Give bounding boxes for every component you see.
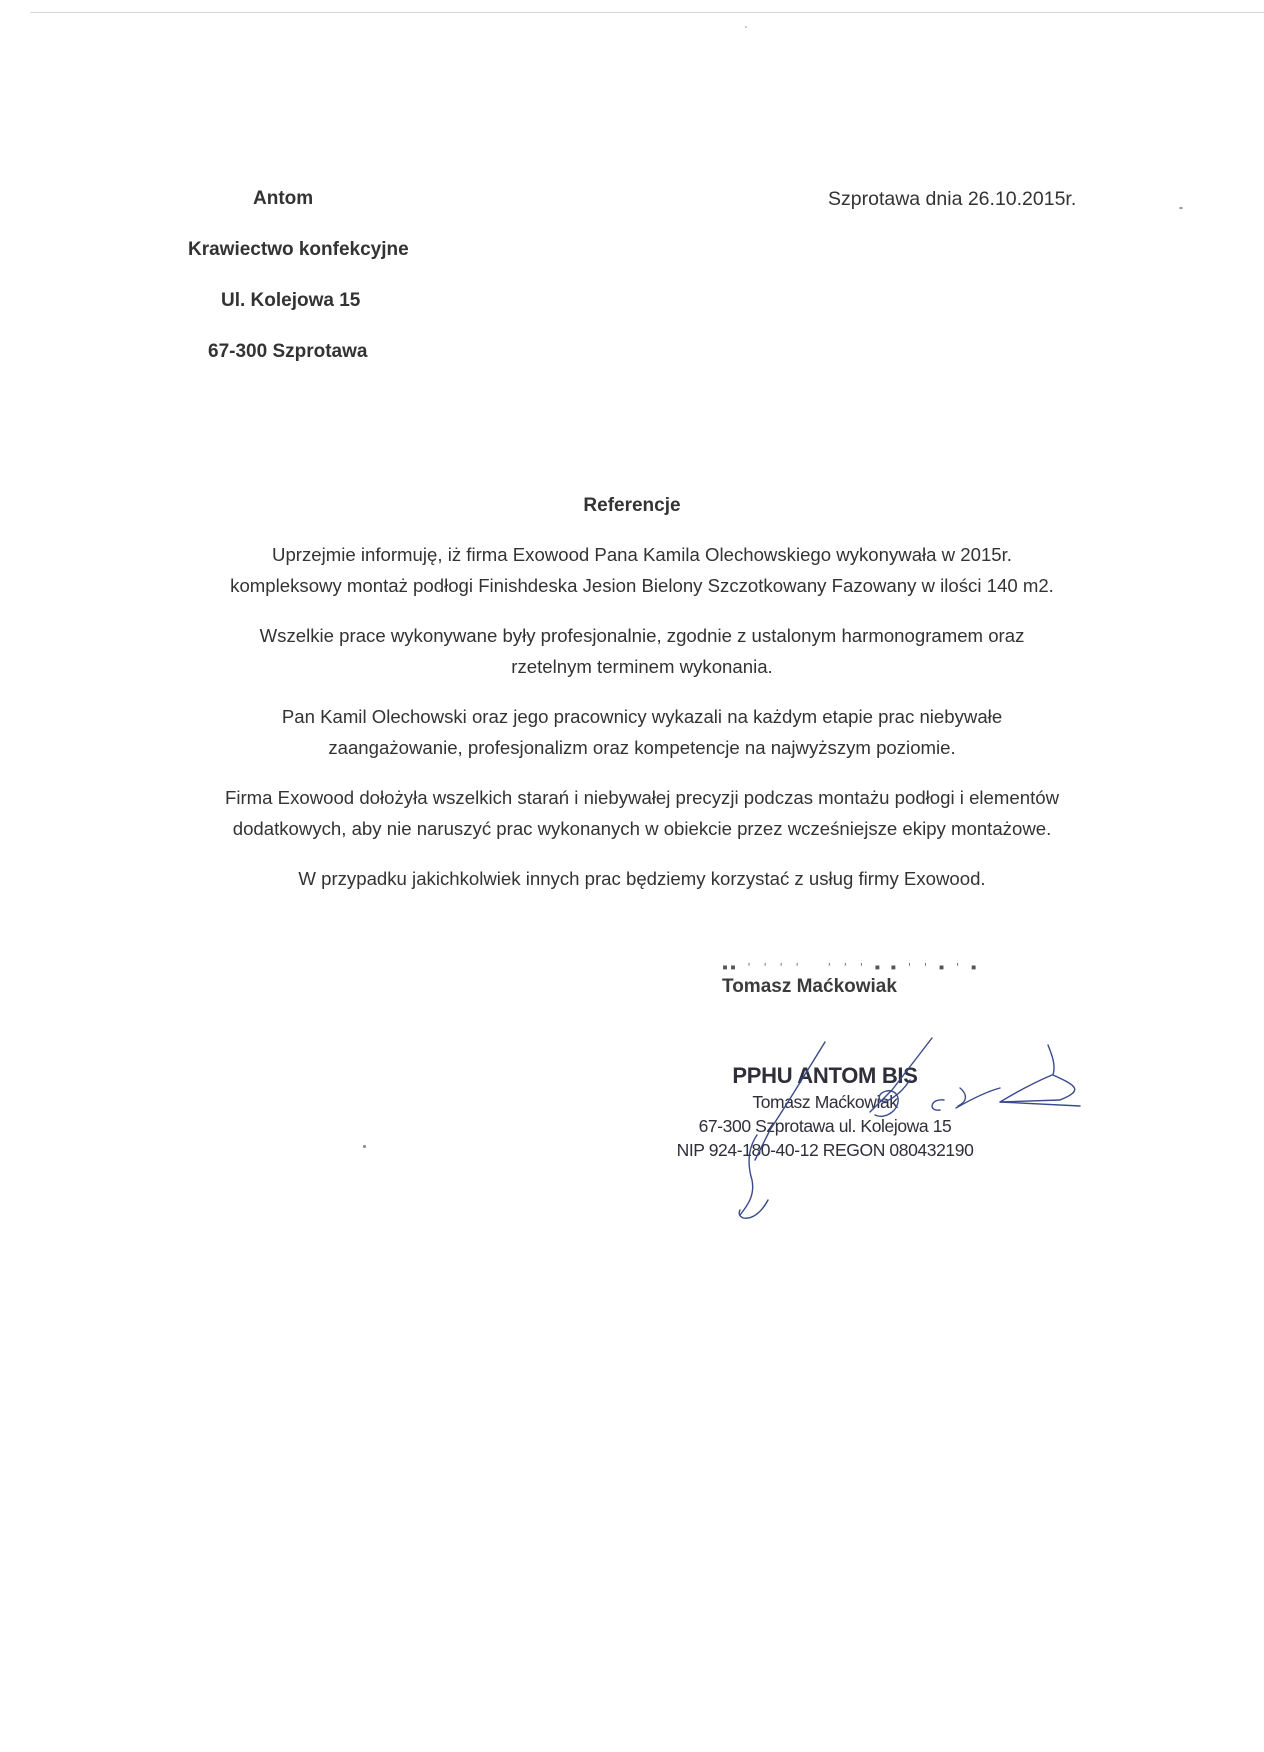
paragraph-line: Wszelkie prace wykonywane były profesjonalnie, zgodnie z ustalonym harmonogramem oraz bbox=[259, 625, 1025, 646]
stamp-residue: ▪▪ ' ' ' ' ' ' ' ▪ ▪ ' ' ▪ ' ▪ bbox=[722, 962, 979, 973]
paragraph-line: kompleksowy montaż podłogi Finishdeska Jesion Bielony Szczotkowany Fazowany w ilości 140 m2. bbox=[230, 575, 1054, 596]
paragraph-line: zaangażowanie, profesjonalizm oraz kompetencje na najwyższym poziomie. bbox=[328, 737, 956, 758]
paragraph-line: Firma Exowood dołożyła wszelkich starań i niebywałej precyzji podczas montażu podłogi i elementów bbox=[224, 787, 1059, 808]
stamp-company: PPHU ANTOM BIS bbox=[732, 1063, 918, 1088]
stamp-ids: NIP 924-180-40-12 REGON 080432190 bbox=[676, 1140, 974, 1160]
paragraph-line: Uprzejmie informuję, iż firma Exowood Pana Kamila Olechowskiego wykonywała w 2015r. bbox=[272, 544, 1012, 565]
paragraph-1 bbox=[170, 539, 1114, 601]
sender-business: Krawiectwo konfekcyjne bbox=[188, 239, 409, 260]
scan-speck bbox=[745, 26, 747, 28]
paragraph-3 bbox=[170, 701, 1114, 763]
scan-speck bbox=[363, 1145, 366, 1148]
paragraph-line: Pan Kamil Olechowski oraz jego pracownicy wykazali na każdym etapie prac niebywałe bbox=[281, 706, 1003, 727]
sender-company: Antom bbox=[253, 188, 314, 209]
signer-name: Tomasz Maćkowiak bbox=[722, 976, 897, 997]
sender-street: Ul. Kolejowa 15 bbox=[221, 290, 361, 311]
paragraph-line: dodatkowych, aby nie naruszyć prac wykonanych w obiekcie przez wcześniejsze ekipy montażowe. bbox=[232, 818, 1052, 839]
paragraph-2 bbox=[170, 620, 1114, 682]
paragraph-5 bbox=[170, 863, 1114, 894]
company-stamp bbox=[660, 1062, 990, 1162]
sender-city: 67-300 Szprotawa bbox=[208, 341, 368, 362]
stamp-address: 67-300 Szprotawa ul. Kolejowa 15 bbox=[698, 1116, 952, 1136]
scan-speck bbox=[1179, 207, 1183, 209]
paragraph-4 bbox=[170, 782, 1114, 844]
document-title: Referencje bbox=[583, 495, 681, 516]
paragraph-line: rzetelnym terminem wykonania. bbox=[511, 656, 773, 677]
letter-body bbox=[170, 539, 1114, 913]
date-line: Szprotawa dnia 26.10.2015r. bbox=[828, 188, 1077, 210]
stamp-owner: Tomasz Maćkowiak bbox=[752, 1092, 898, 1112]
scan-top-edge bbox=[30, 12, 1264, 13]
paragraph-line: W przypadku jakichkolwiek innych prac będziemy korzystać z usług firmy Exowood. bbox=[298, 868, 986, 889]
